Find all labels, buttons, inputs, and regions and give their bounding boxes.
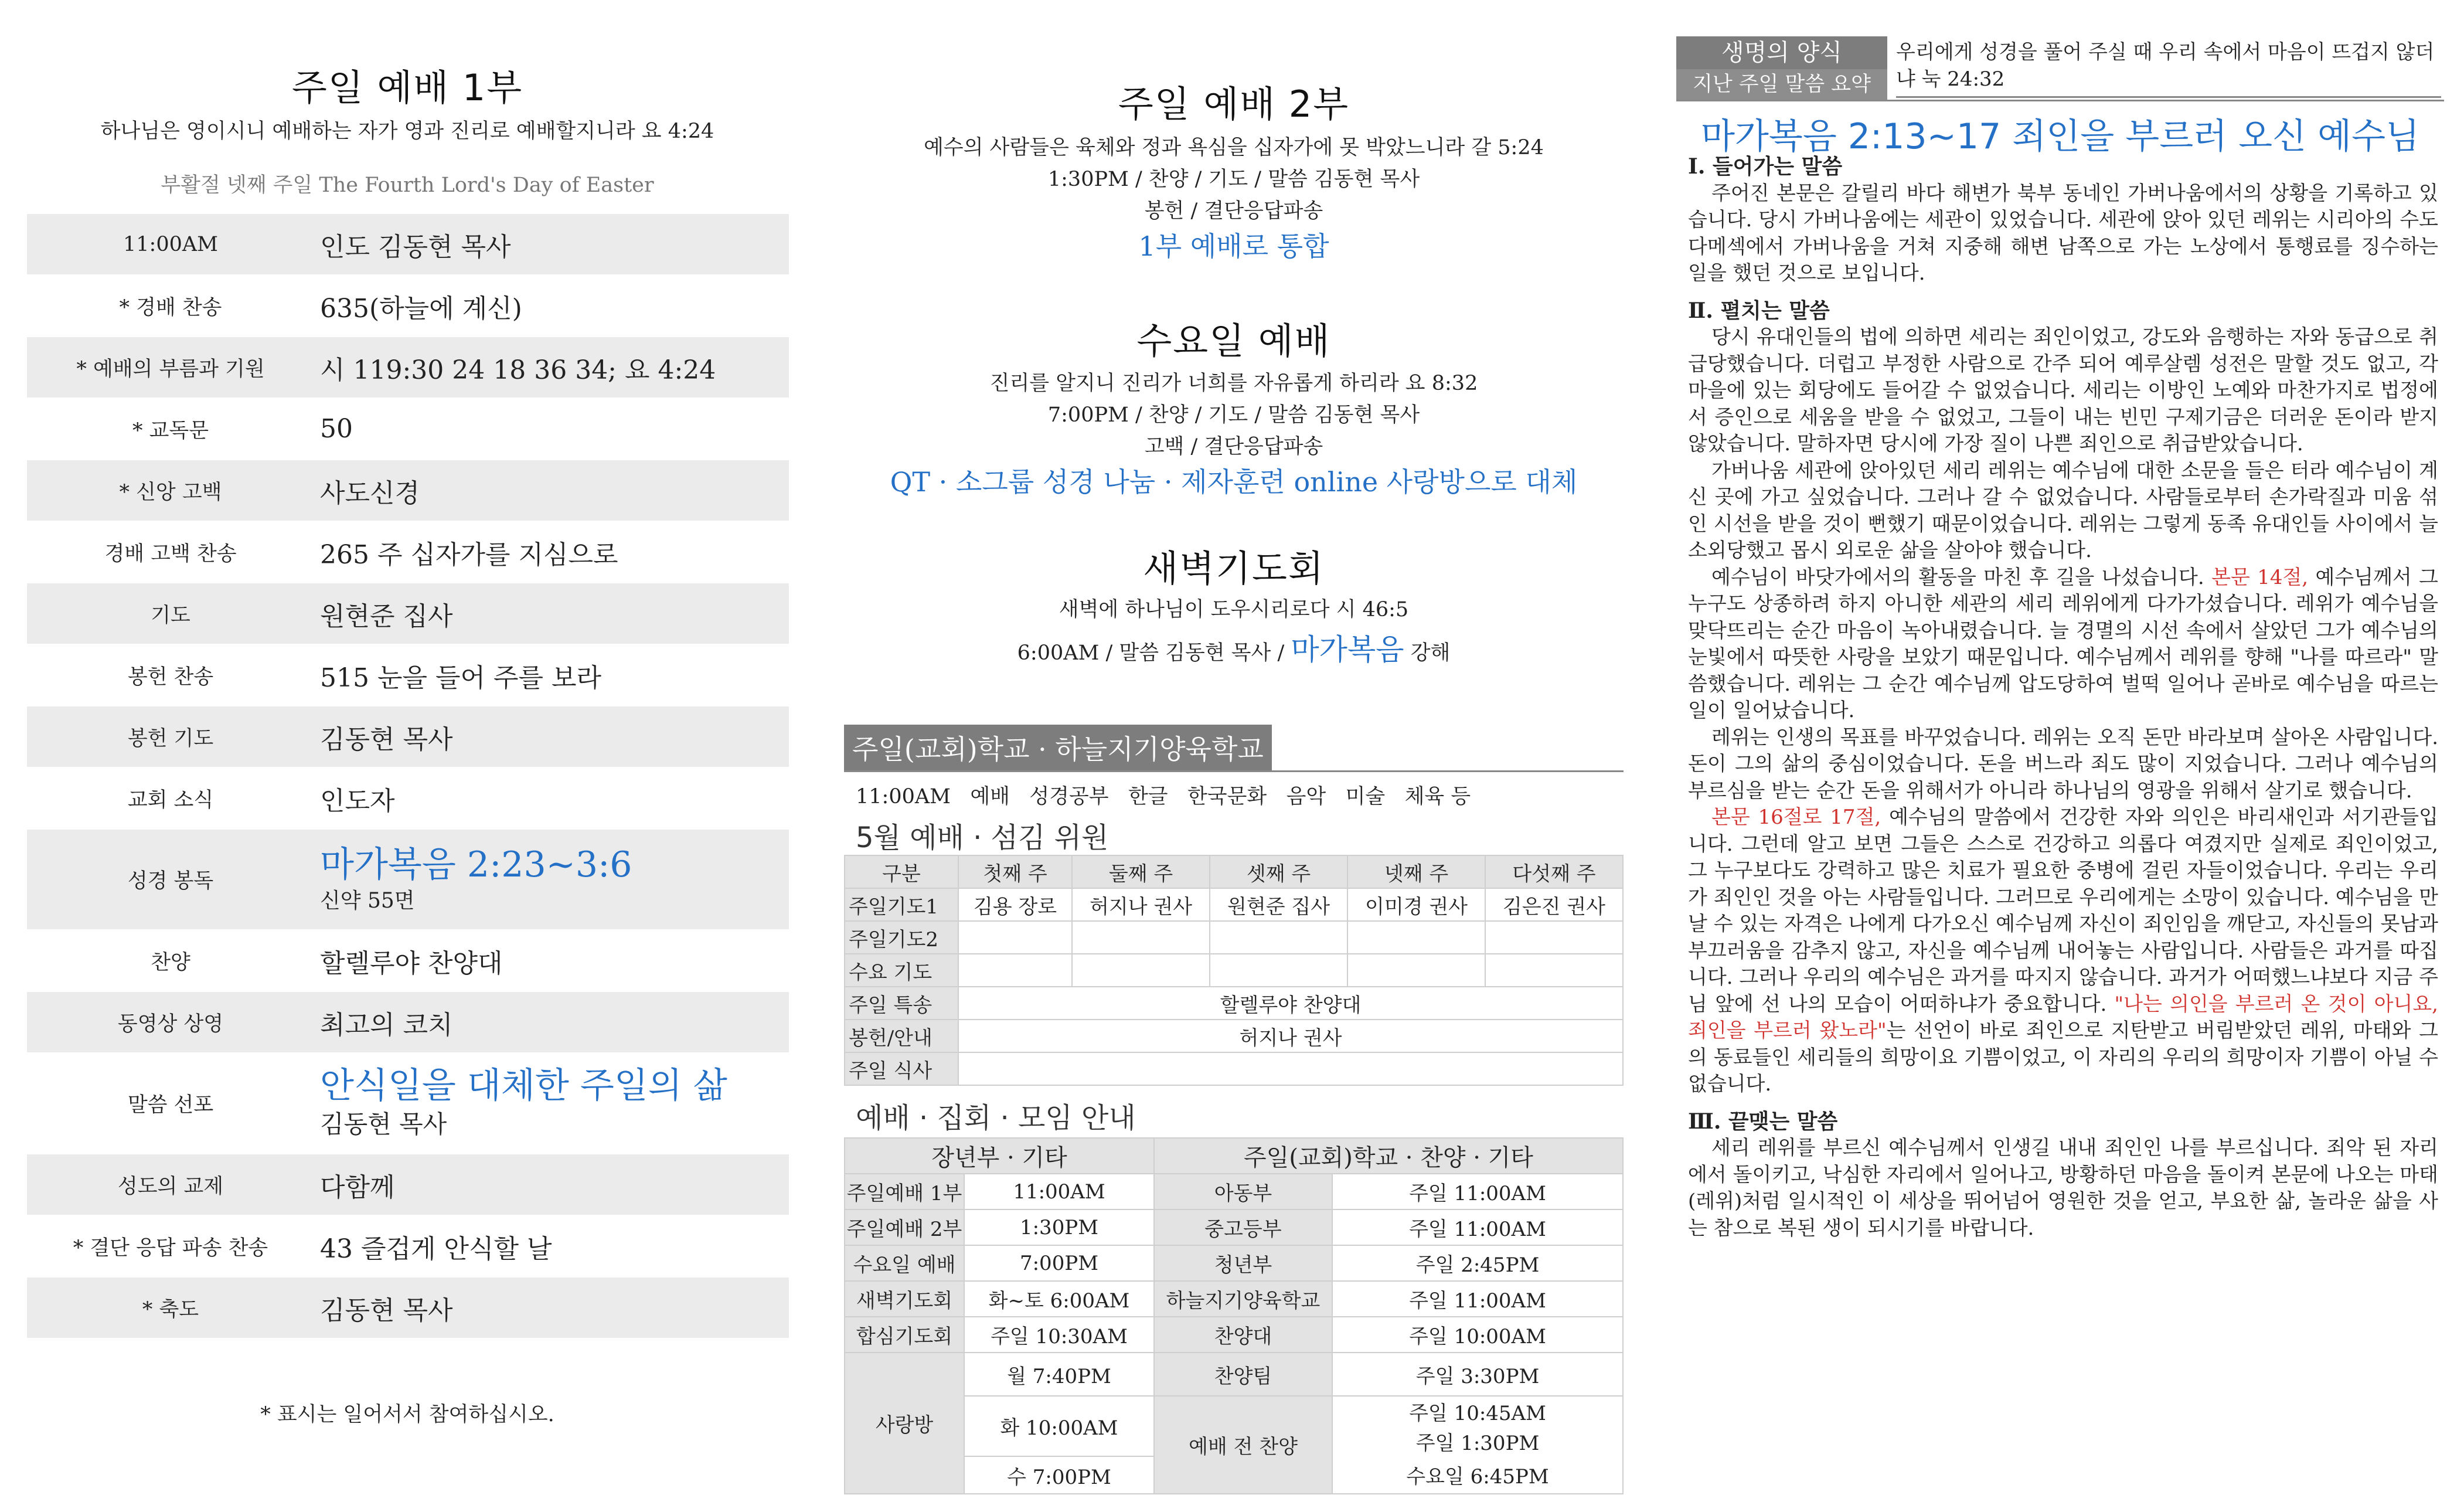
order-row bbox=[27, 214, 789, 276]
order-label: * 예배의 부름과 기원 bbox=[76, 357, 265, 381]
meeting-time: 화 10:00AM bbox=[964, 1396, 1154, 1456]
duty-cell: 주일 식사 bbox=[845, 1052, 958, 1085]
duty-row bbox=[845, 954, 1623, 987]
order-row bbox=[27, 930, 789, 992]
meetings-header-row bbox=[845, 1138, 1623, 1174]
order-label: * 축도 bbox=[142, 1297, 199, 1321]
meeting-time: 7:00PM bbox=[964, 1245, 1154, 1281]
order-row bbox=[27, 1277, 789, 1339]
section-tag-subtitle: 지난 주일 말씀 요약 bbox=[1676, 69, 1887, 100]
duty-cell bbox=[1347, 954, 1485, 987]
meeting-time: 수 7:00PM bbox=[964, 1456, 1154, 1494]
duty-row bbox=[845, 921, 1623, 954]
order-row bbox=[27, 768, 789, 830]
meeting-time: 주일 2:45PM bbox=[1332, 1245, 1623, 1281]
section-heading: Ⅰ. 들어가는 말씀 bbox=[1688, 154, 1843, 179]
order-row bbox=[27, 1154, 789, 1216]
service2-order-2: 봉헌 / 결단응답파송 bbox=[1144, 199, 1323, 223]
duty-cell: 원현준 집사 bbox=[1210, 888, 1347, 921]
duty-header: 구분 bbox=[845, 855, 958, 888]
sermon-summary-body bbox=[1688, 154, 2438, 1242]
duty-cell: 할렐루야 찬양대 bbox=[958, 987, 1623, 1020]
duty-cell bbox=[1210, 954, 1347, 987]
duty-cell: 이미경 권사 bbox=[1347, 888, 1485, 921]
paragraph: 세리 레위를 부르신 예수님께서 인생길 내내 죄인인 나를 부르십니다. 죄악 된 자리에서 돌이키고, 낙심한 자리에서 일어나고, 방황하던 마음을 돌이켜 본문에 나오는 마태(레위)처럼 일시적인 이 세상을 뛰어넘어 영원한 것을 얻고, 부요한 삶, 놀라운 삶을 사는 참으로 복된 생이 되시기를 바랍니다. bbox=[1688, 1136, 2438, 1240]
service2-title: 주일 예배 2부 bbox=[1118, 83, 1350, 125]
duty-cell: 허지나 권사 bbox=[1072, 888, 1210, 921]
order-label: 봉헌 기도 bbox=[127, 726, 214, 750]
meeting-name: 찬양대 bbox=[1154, 1317, 1332, 1353]
wednesday-order-2: 고백 / 결단응답파송 bbox=[1144, 435, 1323, 458]
scripture-quote: "나는 의인을 부르러 온 것이 아니요, 죄인을 부르러 왔노라" bbox=[1688, 992, 2438, 1042]
season-label: 부활절 넷째 주일 The Fourth Lord's Day of Easter bbox=[161, 174, 654, 197]
order-value: 다함께 bbox=[320, 1172, 395, 1202]
duty-roster-title: 5월 예배 · 섬김 위원 bbox=[856, 821, 1109, 854]
scripture-page: 신약 55면 bbox=[320, 888, 415, 913]
duty-cell bbox=[958, 1052, 1623, 1085]
paragraph bbox=[1688, 565, 2438, 725]
order-label: 교회 소식 bbox=[127, 788, 214, 812]
duty-cell: 주일 특송 bbox=[845, 987, 958, 1020]
meeting-name: 청년부 bbox=[1154, 1245, 1332, 1281]
order-label: 11:00AM bbox=[123, 232, 218, 256]
order-label: 찬양 bbox=[151, 950, 190, 974]
paragraph bbox=[1688, 804, 2438, 1098]
meetings-row bbox=[845, 1281, 1623, 1317]
order-row bbox=[27, 706, 789, 768]
order-row bbox=[27, 460, 789, 522]
meeting-name: 새벽기도회 bbox=[845, 1281, 964, 1317]
dawn-prayer-exposition: 강해 bbox=[1410, 641, 1451, 665]
duty-row bbox=[845, 1020, 1623, 1052]
order-value: 김동현 목사 bbox=[320, 724, 453, 755]
order-value: 43 즐겁게 안식할 날 bbox=[320, 1234, 552, 1264]
meeting-time: 1:30PM bbox=[964, 1209, 1154, 1245]
duty-header: 다섯째 주 bbox=[1485, 855, 1623, 888]
order-value: 최고의 코치 bbox=[320, 1010, 453, 1040]
sunday-school-bar: 주일(교회)학교 · 하늘지기양육학교 bbox=[844, 725, 1272, 770]
scripture-ref: 본문 16절로 17절, bbox=[1711, 806, 1881, 829]
service1-verse: 하나님은 영이시니 예배하는 자가 영과 진리로 예배할지니라 요 4:24 bbox=[100, 120, 714, 143]
order-value: 515 눈을 들어 주를 보라 bbox=[320, 662, 601, 693]
meetings-header-right: 주일(교회)학교 · 찬양 · 기타 bbox=[1154, 1138, 1623, 1174]
dawn-prayer-order bbox=[844, 626, 1624, 668]
duty-row bbox=[845, 987, 1623, 1020]
header-quote: 우리에게 성경을 풀어 주실 때 우리 속에서 마음이 뜨겁지 않더냐 눅 24:32 bbox=[1896, 39, 2441, 98]
duty-cell bbox=[1072, 921, 1210, 954]
meetings-table bbox=[844, 1137, 1624, 1494]
header-rule bbox=[1676, 100, 2444, 101]
order-label: 성도의 교제 bbox=[117, 1174, 224, 1198]
order-value: 할렐루야 찬양대 bbox=[320, 948, 503, 978]
service2-note: 1부 예배로 통합 bbox=[1138, 230, 1329, 262]
meeting-name: 하늘지기양육학교 bbox=[1154, 1281, 1332, 1317]
duty-cell: 수요 기도 bbox=[845, 954, 958, 987]
paragraph: 당시 유대인들의 법에 의하면 세리는 죄인이었고, 강도와 음행하는 자와 동급으로 취급당했습니다. 더럽고 부정한 사람으로 간주 되어 예루살렘 성전은 말할 것도 없고, 각 마을에 있는 회당에도 들어갈 수 없었습니다. 세리는 이방인 노예와 마찬가지로 법정에서 증인으로 세움을 받을 수 없었고, 그들이 내는 빈민 구제기금은 더러운 돈이라 받지 않았습니다. 말하자면 당시에 가장 질이 나쁜 죄인으로 취급받았습니다. bbox=[1688, 325, 2438, 456]
meeting-time: 주일 11:00AM bbox=[1332, 1209, 1623, 1245]
duty-roster-table bbox=[844, 855, 1624, 1086]
duty-cell bbox=[1072, 954, 1210, 987]
services-column bbox=[844, 0, 1624, 1495]
meeting-time: 주일 11:00AM bbox=[1332, 1174, 1623, 1209]
order-label: * 결단 응답 파송 찬송 bbox=[73, 1236, 268, 1260]
sunday-school-info: 11:00AM 예배 성경공부 한글 한국문화 음악 미술 체육 등 bbox=[856, 785, 1471, 808]
order-label: 경배 고백 찬송 bbox=[104, 542, 237, 566]
dawn-prayer-book: 마가복음 bbox=[1291, 633, 1404, 667]
paragraph-text: 예수님의 말씀에서 건강한 자와 의인은 바리새인과 서기관들입니다. 그런데 알고 보면 그들은 스스로 건강하고 의롭다 여겼지만 실제로 죄인이었고, 그 누구보다도 강력하고 많은 치료가 필요한 중병에 걸린 자들이었습니다. 우리는 우리가 죄인인 것을 아는 사람들입니다. 그러므로 우리에게는 소망이 있습니다. 예수님을 만날 수 있는 자격은 나에게 다가오신 예수님께 자신이 죄인임을 깨닫고, 자신들의 못남과 부끄러움을 감추지 않고, 자신을 예수님께 내어놓는 사람입니다. 사람들은 과거를 따집니다. 그러나 우리의 예수님은 과거를 따지지 않습니다. 과거가 어떠했느냐보다 지금 주님 앞에 선 나의 모습이 어떠하냐가 중요합니다. bbox=[1688, 806, 2438, 1016]
meeting-time: 화~토 6:00AM bbox=[964, 1281, 1154, 1317]
service2-order: 1:30PM / 찬양 / 기도 / 말씀 김동현 목사 bbox=[1047, 168, 1420, 191]
order-value: 사도신경 bbox=[320, 478, 420, 508]
duty-header: 둘째 주 bbox=[1072, 855, 1210, 888]
dawn-prayer-verse: 새벽에 하나님이 도우시리로다 시 46:5 bbox=[1059, 598, 1409, 621]
sermon-summary-title: 마가복음 2:13~17 죄인을 부르러 오신 예수님 bbox=[1700, 116, 2420, 157]
meetings-header-left: 장년부 · 기타 bbox=[845, 1138, 1154, 1174]
meeting-time: 주일 1:30PM bbox=[1332, 1426, 1623, 1456]
wednesday-order: 7:00PM / 찬양 / 기도 / 말씀 김동현 목사 bbox=[1047, 403, 1420, 427]
order-row bbox=[27, 830, 789, 930]
order-label: 기도 bbox=[151, 603, 190, 627]
duty-cell bbox=[958, 921, 1072, 954]
order-value: 시 119:30 24 18 36 34; 요 4:24 bbox=[320, 355, 716, 385]
paragraph-text: 예수님께서 그 누구도 상종하려 하지 아니한 세관의 세리 레위에게 다가가셨습니다. 레위가 예수님을 맞닥뜨리는 순간 마음이 녹아내렸습니다. 늘 경멸의 시선 속에서 살았던 그가 예수님의 눈빛에서 따뜻한 사랑을 보았기 때문입니다. 예수님께서 레위를 향해 "나를 따르라" 말씀했습니다. 레위는 그 순간 예수님께 압도당하여 벌떡 일어나 곧바로 예수님을 따르는 일이 일어났습니다. bbox=[1688, 565, 2439, 722]
meetings-row bbox=[845, 1353, 1623, 1396]
order-row bbox=[27, 1054, 789, 1154]
meeting-name: 중고등부 bbox=[1154, 1209, 1332, 1245]
order-label: * 신앙 고백 bbox=[119, 480, 222, 504]
order-of-worship-column bbox=[23, 0, 791, 1495]
order-row bbox=[27, 583, 789, 645]
order-label: 봉헌 찬송 bbox=[127, 665, 214, 689]
duty-cell bbox=[958, 954, 1072, 987]
sermon-title: 안식일을 대체한 주일의 삶 bbox=[320, 1065, 727, 1106]
duty-cell bbox=[1485, 954, 1623, 987]
section-tag-title: 생명의 양식 bbox=[1676, 36, 1887, 69]
meeting-time: 주일 10:00AM bbox=[1332, 1317, 1623, 1353]
duty-cell: 주일기도2 bbox=[845, 921, 958, 954]
duty-header: 넷째 주 bbox=[1347, 855, 1485, 888]
order-value: 50 bbox=[320, 414, 353, 444]
scripture-reading: 마가복음 2:23~3:6 bbox=[320, 844, 632, 885]
meeting-time: 주일 10:30AM bbox=[964, 1317, 1154, 1353]
meeting-name: 수요일 예배 bbox=[845, 1245, 964, 1281]
meeting-time: 주일 11:00AM bbox=[1332, 1281, 1623, 1317]
wednesday-title: 수요일 예배 bbox=[1136, 320, 1331, 362]
meetings-row bbox=[845, 1209, 1623, 1245]
order-label: * 교독문 bbox=[132, 419, 209, 443]
duty-cell: 주일기도1 bbox=[845, 888, 958, 921]
order-row bbox=[27, 1216, 789, 1277]
order-row bbox=[27, 992, 789, 1054]
paragraph: 주어진 본문은 갈릴리 바다 해변가 북부 동네인 가버나움에서의 상황을 기록하고 있습니다. 당시 가버나움에는 세관이 있었습니다. 세관에 앉아 있던 레위는 시리아의 수도 다메섹에서 가버나움을 거쳐 지중해 해변 남쪽으로 가는 노상에서 통행료를 징수하는 일을 했던 것으로 보입니다. bbox=[1688, 181, 2438, 285]
duty-cell: 김용 장로 bbox=[958, 888, 1072, 921]
duty-header-row bbox=[845, 855, 1623, 888]
order-value: 김동현 목사 bbox=[320, 1295, 453, 1326]
order-value: 인도자 bbox=[320, 786, 395, 816]
order-row bbox=[27, 522, 789, 583]
duty-cell: 봉헌/안내 bbox=[845, 1020, 958, 1052]
meeting-time: 월 7:40PM bbox=[964, 1353, 1154, 1396]
duty-cell bbox=[1485, 921, 1623, 954]
order-value: 원현준 집사 bbox=[320, 601, 453, 631]
meetings-row bbox=[845, 1174, 1623, 1209]
duty-cell: 허지나 권사 bbox=[958, 1020, 1623, 1052]
order-label: 성경 봉독 bbox=[127, 869, 214, 893]
duty-cell bbox=[1347, 921, 1485, 954]
order-value: 인도 김동현 목사 bbox=[320, 232, 511, 262]
order-row bbox=[27, 337, 789, 399]
dawn-prayer-title: 새벽기도회 bbox=[1143, 547, 1325, 590]
service2-verse: 예수의 사람들은 육체와 정과 욕심을 십자가에 못 박았느니라 갈 5:24 bbox=[924, 136, 1544, 159]
paragraph-text: 는 선언이 바로 죄인으로 지탄받고 버림받았던 레위, 마태와 그의 동료들인 세리들의 희망이요 기쁨이었고, 이 자리의 우리의 희망이자 기쁨이 아닐 수 없습니다. bbox=[1688, 1019, 2438, 1096]
meetings-row bbox=[845, 1245, 1623, 1281]
sunday-school-section bbox=[844, 725, 1624, 818]
standing-footnote: * 표시는 일어서서 참여하십시오. bbox=[260, 1403, 554, 1426]
paragraph-text: 예수님이 바닷가에서의 활동을 마친 후 길을 나섰습니다. bbox=[1711, 565, 2204, 589]
duty-cell bbox=[1210, 921, 1347, 954]
meeting-name: 아동부 bbox=[1154, 1174, 1332, 1209]
order-row bbox=[27, 276, 789, 337]
service1-title: 주일 예배 1부 bbox=[291, 66, 523, 109]
meetings-title: 예배 · 집회 · 모임 안내 bbox=[856, 1102, 1136, 1134]
order-row bbox=[27, 399, 789, 460]
meeting-name: 주일예배 2부 bbox=[845, 1209, 964, 1245]
order-value bbox=[314, 1066, 789, 1140]
duty-cell: 김은진 권사 bbox=[1485, 888, 1623, 921]
order-value: 635(하늘에 계신) bbox=[320, 293, 522, 324]
meeting-name: 주일예배 1부 bbox=[845, 1174, 964, 1209]
order-label: * 경배 찬송 bbox=[119, 295, 222, 320]
duty-header: 셋째 주 bbox=[1210, 855, 1347, 888]
section-heading: Ⅲ. 끝맺는 말씀 bbox=[1688, 1109, 1838, 1134]
meeting-time: 11:00AM bbox=[964, 1174, 1154, 1209]
meetings-row bbox=[845, 1317, 1623, 1353]
preacher: 김동현 목사 bbox=[320, 1110, 447, 1139]
duty-row bbox=[845, 888, 1623, 921]
order-value: 265 주 십자가를 지심으로 bbox=[320, 539, 618, 570]
sermon-summary-column bbox=[1676, 0, 2444, 1495]
meeting-name: 합심기도회 bbox=[845, 1317, 964, 1353]
paragraph: 레위는 인생의 목표를 바꾸었습니다. 레위는 오직 돈만 바라보며 살아온 사람입니다. 돈이 그의 삶의 중심이었습니다. 돈을 버느라 죄도 많이 지었습니다. 그러나 예수님의 부르심을 받는 순간 돈을 위해서가 아니라 하나님의 영광을 위해서 살기로 했습니다. bbox=[1688, 725, 2438, 803]
meeting-time: 주일 10:45AM bbox=[1332, 1396, 1623, 1426]
scripture-ref: 본문 14절, bbox=[2211, 565, 2309, 589]
duty-header: 첫째 주 bbox=[958, 855, 1072, 888]
order-value bbox=[314, 845, 789, 914]
duty-row bbox=[845, 1052, 1623, 1085]
section-heading: Ⅱ. 펼치는 말씀 bbox=[1688, 298, 1830, 323]
meeting-time: 주일 3:30PM bbox=[1332, 1353, 1623, 1396]
paragraph: 가버나움 세관에 앉아있던 세리 레위는 예수님에 대한 소문을 들은 터라 예수님이 계신 곳에 가고 싶었습니다. 그러나 갈 수 없었습니다. 사람들로부터 손가락질과 미움 섞인 시선을 받을 것이 뻔했기 때문이었습니다. 레위는 그렇게 동족 유대인들 사이에서 늘 소외당했고 몹시 외로운 삶을 살아야 했습니다. bbox=[1688, 458, 2438, 562]
meeting-time: 수요일 6:45PM bbox=[1332, 1456, 1623, 1494]
order-label: 말씀 선포 bbox=[127, 1093, 214, 1117]
section-tag bbox=[1676, 36, 1887, 100]
meeting-name: 사랑방 bbox=[845, 1353, 964, 1494]
order-label: 동영상 상영 bbox=[117, 1012, 224, 1036]
order-table bbox=[27, 214, 789, 1339]
dawn-prayer-time: 6:00AM / 말씀 김동현 목사 / bbox=[1017, 641, 1285, 665]
meeting-name: 찬양팀 bbox=[1154, 1353, 1332, 1396]
wednesday-note: QT · 소그룹 성경 나눔 · 제자훈련 online 사랑방으로 대체 bbox=[890, 466, 1578, 498]
order-row bbox=[27, 645, 789, 706]
wednesday-verse: 진리를 알지니 진리가 너희를 자유롭게 하리라 요 8:32 bbox=[989, 372, 1478, 395]
meeting-name: 예배 전 찬양 bbox=[1154, 1396, 1332, 1494]
